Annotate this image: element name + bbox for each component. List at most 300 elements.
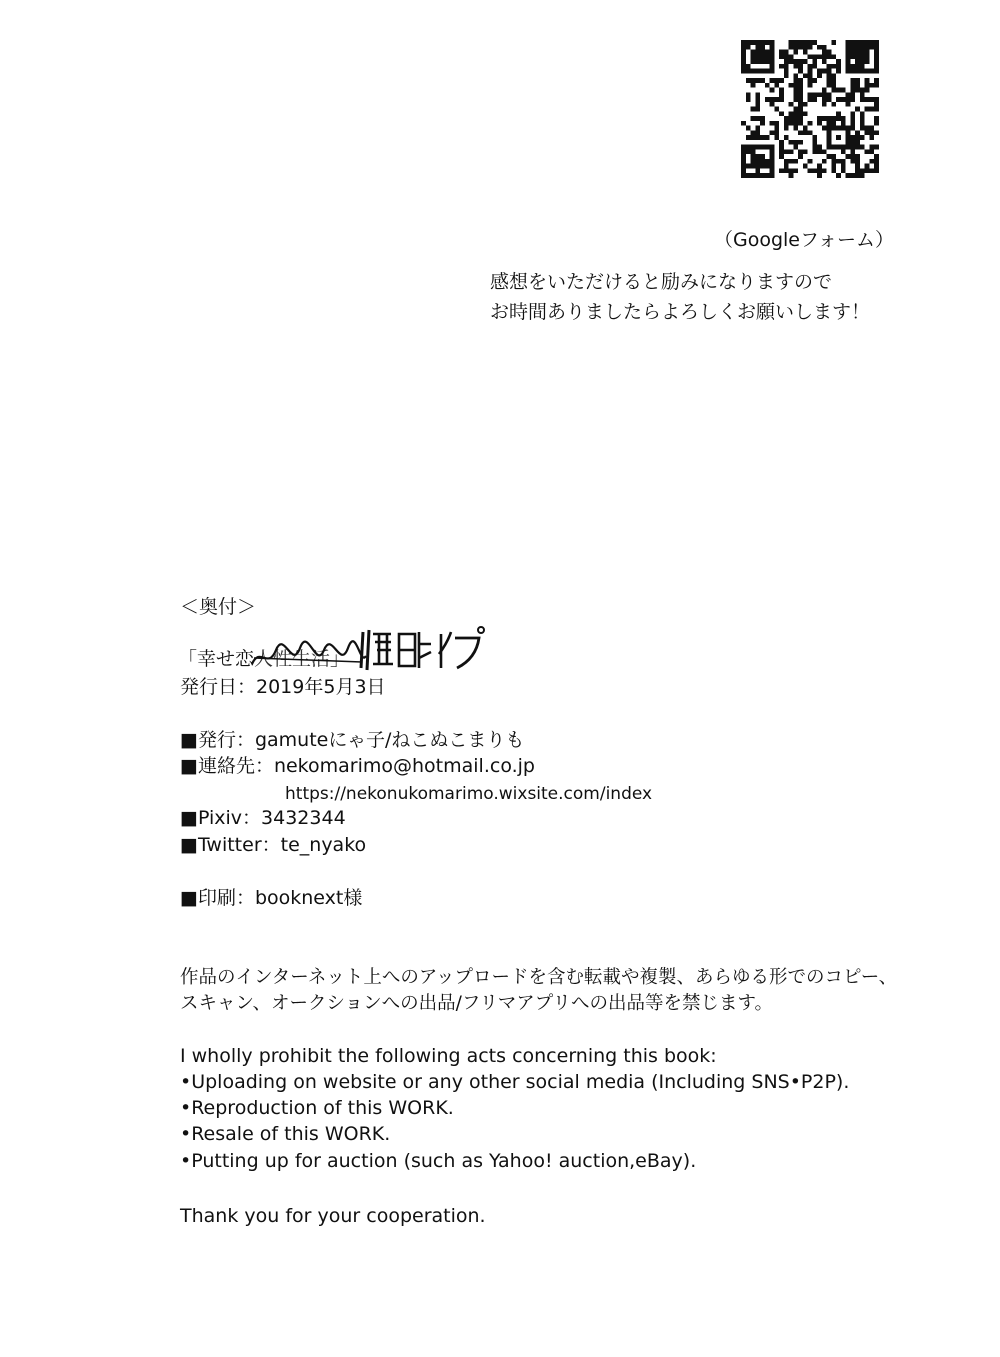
qr-module [822, 59, 827, 64]
qr-module [827, 92, 832, 97]
qr-module [808, 45, 813, 50]
qr-module [770, 59, 775, 64]
qr-module [831, 145, 836, 150]
qr-module [784, 69, 789, 74]
qr-module [760, 154, 765, 159]
qr-module [760, 121, 765, 126]
qr-module [789, 45, 794, 50]
qr-module [817, 149, 822, 154]
qr-module [746, 92, 751, 97]
qr-module [746, 149, 751, 154]
qr-module [850, 159, 855, 164]
qr-module [841, 149, 846, 154]
qr-module [808, 54, 813, 59]
qr-module [827, 64, 832, 69]
qr-module [755, 145, 760, 150]
qr-module [865, 40, 870, 45]
qr-module [850, 92, 855, 97]
qr-module [755, 50, 760, 55]
qr-module [784, 135, 789, 140]
qr-module [831, 54, 836, 59]
qr-module [855, 135, 860, 140]
qr-module [831, 88, 836, 93]
qr-module [874, 164, 879, 169]
qr-module [850, 154, 855, 159]
title-close: 」 [330, 648, 350, 670]
qr-module [784, 64, 789, 69]
qr-module [817, 164, 822, 169]
qr-module [770, 50, 775, 55]
qr-module [746, 64, 751, 69]
qr-module [855, 173, 860, 178]
qr-module [779, 50, 784, 55]
qr-module [789, 173, 794, 178]
notice-en-item-4: •Putting up for auction (such as Yahoo! auction,eBay). [180, 1150, 697, 1172]
qr-module [770, 164, 775, 169]
qr-module [803, 73, 808, 78]
qr-module [846, 102, 851, 107]
qr-module [793, 140, 798, 145]
qr-module [855, 130, 860, 135]
qr-module [798, 116, 803, 121]
qr-module [751, 173, 756, 178]
qr-module [850, 173, 855, 178]
qr-module [760, 145, 765, 150]
qr-module [798, 102, 803, 107]
qr-module [746, 164, 751, 169]
qr-module [770, 64, 775, 69]
qr-module [755, 107, 760, 112]
qr-module [798, 59, 803, 64]
qr-module [751, 164, 756, 169]
qr-module [831, 116, 836, 121]
notice-en-item-2: •Reproduction of this WORK. [180, 1097, 454, 1119]
qr-module [770, 154, 775, 159]
qr-module [841, 159, 846, 164]
qr-module [836, 135, 841, 140]
qr-module [755, 164, 760, 169]
qr-module [765, 59, 770, 64]
qr-module [860, 173, 865, 178]
qr-module [770, 173, 775, 178]
qr-module [770, 130, 775, 135]
qr-module [760, 78, 765, 83]
qr-module [869, 145, 874, 150]
qr-module [770, 78, 775, 83]
qr-module [793, 111, 798, 116]
qr-module [869, 126, 874, 131]
qr-module [850, 40, 855, 45]
qr-module [812, 92, 817, 97]
qr-module [827, 121, 832, 126]
qr-module [846, 140, 851, 145]
qr-module [831, 78, 836, 83]
qr-module [874, 107, 879, 112]
qr-module [755, 130, 760, 135]
qr-module [865, 149, 870, 154]
qr-module [765, 40, 770, 45]
qr-module [760, 45, 765, 50]
qr-module [855, 83, 860, 88]
qr-module [793, 45, 798, 50]
qr-module [831, 102, 836, 107]
qr-module [822, 159, 827, 164]
qr-module [860, 40, 865, 45]
qr-module [855, 40, 860, 45]
pixiv-line: ■Pixiv：3432344 [180, 807, 346, 829]
qr-module [755, 102, 760, 107]
qr-module [803, 59, 808, 64]
qr-module [784, 116, 789, 121]
qr-module [869, 135, 874, 140]
qr-module [746, 78, 751, 83]
qr-module [812, 145, 817, 150]
title-struck-label: 人性生活 [254, 648, 331, 670]
feedback-line-1: 感想をいただけると励みになりますので [490, 271, 833, 293]
qr-module [770, 97, 775, 102]
qr-module [817, 121, 822, 126]
qr-module [789, 121, 794, 126]
notice-jp-line-1: 作品のインターネット上へのアップロードを含む転載や複製、あらゆる形でのコピー、 [180, 967, 898, 988]
qr-module [812, 168, 817, 173]
qr-module [741, 64, 746, 69]
qr-module [865, 164, 870, 169]
qr-module [789, 102, 794, 107]
qr-module [751, 149, 756, 154]
qr-module [841, 121, 846, 126]
qr-module [741, 50, 746, 55]
qr-module [850, 111, 855, 116]
publish-date: 発行日：2019年5月3日 [180, 676, 386, 698]
qr-module [865, 45, 870, 50]
qr-module [798, 78, 803, 83]
qr-module [850, 126, 855, 131]
qr-module [770, 149, 775, 154]
qr-module [846, 40, 851, 45]
qr-module [793, 50, 798, 55]
qr-module [850, 83, 855, 88]
qr-module [860, 92, 865, 97]
qr-module [874, 78, 879, 83]
qr-module [812, 78, 817, 83]
qr-module [836, 97, 841, 102]
qr-module [841, 168, 846, 173]
qr-module [765, 54, 770, 59]
qr-module [855, 154, 860, 159]
qr-module [865, 59, 870, 64]
qr-module [874, 83, 879, 88]
qr-module [822, 92, 827, 97]
qr-module [836, 126, 841, 131]
qr-module [779, 111, 784, 116]
qr-module [827, 140, 832, 145]
qr-module [765, 135, 770, 140]
qr-module [798, 121, 803, 126]
qr-module [755, 54, 760, 59]
qr-module [874, 154, 879, 159]
qr-module [865, 50, 870, 55]
qr-module [827, 69, 832, 74]
qr-module [822, 50, 827, 55]
qr-module [822, 88, 827, 93]
qr-module [850, 45, 855, 50]
qr-module [846, 64, 851, 69]
qr-module [808, 97, 813, 102]
qr-module [751, 130, 756, 135]
qr-module [779, 154, 784, 159]
qr-module [784, 50, 789, 55]
qr-module [755, 173, 760, 178]
qr-module [774, 83, 779, 88]
qr-module [765, 145, 770, 150]
qr-module [846, 130, 851, 135]
handwritten-title-icon [357, 624, 487, 672]
qr-module [822, 126, 827, 131]
qr-module [789, 168, 794, 173]
qr-module [784, 164, 789, 169]
qr-module [808, 69, 813, 74]
qr-module [755, 135, 760, 140]
qr-module [817, 116, 822, 121]
qr-module [855, 140, 860, 145]
qr-module [850, 121, 855, 126]
qr-module [760, 54, 765, 59]
qr-module [865, 107, 870, 112]
qr-module [755, 78, 760, 83]
qr-module [755, 97, 760, 102]
qr-module [841, 88, 846, 93]
qr-module [860, 121, 865, 126]
qr-module [836, 88, 841, 93]
qr-module [850, 50, 855, 55]
qr-module [765, 97, 770, 102]
printer-line: ■印刷：booknext様 [180, 887, 363, 909]
google-form-label: （Googleフォーム） [714, 229, 895, 251]
qr-module [860, 135, 865, 140]
qr-module [803, 111, 808, 116]
qr-module [869, 107, 874, 112]
qr-module [751, 107, 756, 112]
qr-module [751, 116, 756, 121]
qr-module [741, 59, 746, 64]
qr-module [822, 102, 827, 107]
qr-module [836, 116, 841, 121]
qr-module [741, 45, 746, 50]
qr-module [822, 116, 827, 121]
qr-module [770, 159, 775, 164]
qr-module [793, 73, 798, 78]
qr-module [765, 83, 770, 88]
qr-module [869, 149, 874, 154]
qr-module [774, 121, 779, 126]
qr-module [784, 121, 789, 126]
qr-module [865, 83, 870, 88]
qr-module [798, 140, 803, 145]
qr-module [831, 40, 836, 45]
qr-module [831, 121, 836, 126]
qr-module [850, 135, 855, 140]
qr-module [874, 97, 879, 102]
book-title [178, 622, 487, 672]
qr-module [865, 88, 870, 93]
qr-module [774, 97, 779, 102]
qr-module [855, 168, 860, 173]
qr-module [770, 40, 775, 45]
qr-module [865, 168, 870, 173]
qr-module [808, 92, 813, 97]
qr-module [855, 50, 860, 55]
qr-module [755, 116, 760, 121]
qr-module [784, 159, 789, 164]
qr-module [836, 59, 841, 64]
qr-module [860, 45, 865, 50]
qr-module [793, 83, 798, 88]
qr-module [812, 40, 817, 45]
qr-module [793, 88, 798, 93]
qr-module [770, 145, 775, 150]
qr-module [765, 69, 770, 74]
qr-module [803, 149, 808, 154]
qr-module [760, 40, 765, 45]
qr-module [779, 92, 784, 97]
qr-code-icon[interactable] [740, 40, 880, 178]
qr-module [793, 121, 798, 126]
contact-line: ■連絡先：nekomarimo@hotmail.co.jp [180, 755, 535, 777]
qr-module [874, 102, 879, 107]
qr-module [765, 159, 770, 164]
qr-module [822, 69, 827, 74]
qr-module [850, 140, 855, 145]
qr-module [793, 64, 798, 69]
qr-module [746, 45, 751, 50]
qr-module [784, 54, 789, 59]
qr-module [755, 168, 760, 173]
qr-module [755, 159, 760, 164]
qr-module [869, 40, 874, 45]
qr-module [746, 97, 751, 102]
qr-module [803, 164, 808, 169]
qr-module [770, 54, 775, 59]
qr-module [850, 54, 855, 59]
qr-module [822, 54, 827, 59]
qr-module [874, 54, 879, 59]
qr-module [760, 173, 765, 178]
qr-module [793, 159, 798, 164]
qr-module [789, 40, 794, 45]
qr-module [784, 126, 789, 131]
qr-module [860, 126, 865, 131]
qr-module [812, 140, 817, 145]
qr-module [770, 69, 775, 74]
qr-module [746, 145, 751, 150]
qr-module [831, 126, 836, 131]
qr-module [850, 88, 855, 93]
qr-module [874, 130, 879, 135]
qr-module [741, 149, 746, 154]
qr-module [817, 73, 822, 78]
qr-module [850, 78, 855, 83]
qr-module [874, 59, 879, 64]
qr-module [751, 135, 756, 140]
title-open: 「幸せ恋 [178, 648, 255, 670]
qr-module [808, 83, 813, 88]
qr-module [836, 145, 841, 150]
qr-module [831, 164, 836, 169]
qr-module [865, 54, 870, 59]
qr-module [793, 107, 798, 112]
twitter-line: ■Twitter：te_nyako [180, 834, 367, 856]
qr-module [793, 78, 798, 83]
qr-module [808, 40, 813, 45]
qr-module [855, 69, 860, 74]
qr-module [846, 45, 851, 50]
qr-module [827, 116, 832, 121]
qr-module [808, 121, 813, 126]
qr-module [803, 130, 808, 135]
qr-module [746, 135, 751, 140]
qr-module [751, 83, 756, 88]
qr-module [741, 159, 746, 164]
qr-module [751, 54, 756, 59]
qr-module [855, 78, 860, 83]
qr-module [765, 164, 770, 169]
qr-module [869, 97, 874, 102]
qr-module [846, 173, 851, 178]
qr-module [817, 69, 822, 74]
qr-module [751, 40, 756, 45]
qr-module [808, 73, 813, 78]
qr-module [793, 92, 798, 97]
qr-module [841, 126, 846, 131]
qr-module [741, 69, 746, 74]
publisher-line: ■発行：gamuteにゃ子/ねこぬこまりも [180, 729, 525, 751]
qr-module [874, 50, 879, 55]
qr-module [827, 97, 832, 102]
qr-module [850, 145, 855, 150]
qr-module [850, 64, 855, 69]
qr-module [822, 97, 827, 102]
website-url[interactable]: https://nekonukomarimo.wixsite.com/index [285, 784, 653, 804]
qr-module [822, 168, 827, 173]
qr-module [803, 102, 808, 107]
qr-module [874, 40, 879, 45]
qr-module [798, 92, 803, 97]
qr-module [860, 168, 865, 173]
qr-module [831, 83, 836, 88]
qr-module [751, 145, 756, 150]
qr-module [798, 64, 803, 69]
qr-module [755, 126, 760, 131]
qr-module [874, 69, 879, 74]
qr-module [779, 64, 784, 69]
qr-module [760, 116, 765, 121]
qr-module [760, 59, 765, 64]
qr-module [798, 149, 803, 154]
qr-module [755, 154, 760, 159]
feedback-line-2: お時間ありましたらよろしくお願いします！ [490, 301, 871, 323]
qr-module [770, 121, 775, 126]
qr-module [798, 107, 803, 112]
qr-module [803, 40, 808, 45]
qr-module [755, 69, 760, 74]
qr-module [793, 59, 798, 64]
qr-module [827, 50, 832, 55]
qr-module [789, 83, 794, 88]
qr-module [774, 135, 779, 140]
qr-module [803, 126, 808, 131]
qr-module [860, 111, 865, 116]
qr-module [770, 45, 775, 50]
